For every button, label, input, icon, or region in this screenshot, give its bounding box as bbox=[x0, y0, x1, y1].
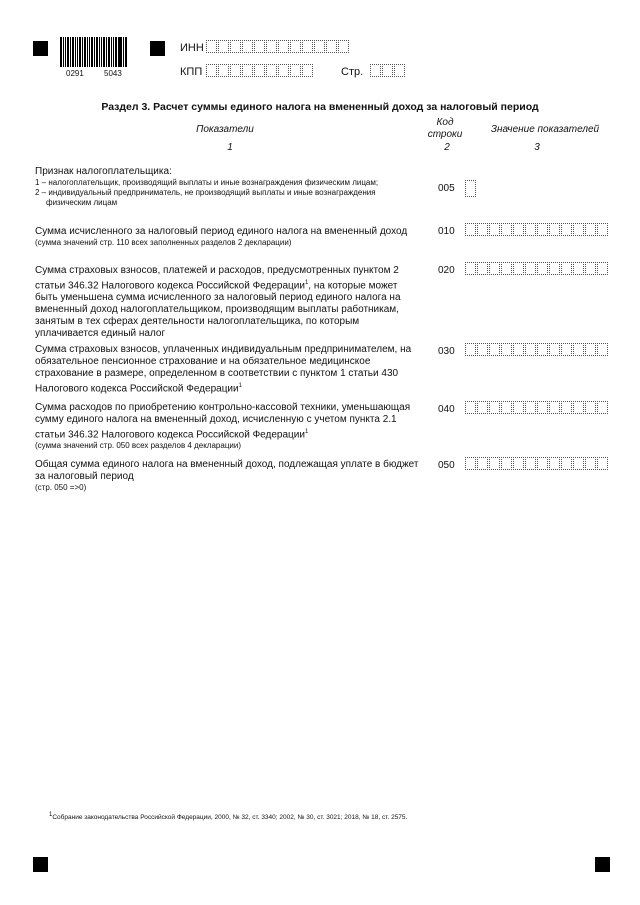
row-040-value-field[interactable] bbox=[465, 401, 609, 414]
column-header-code bbox=[420, 117, 470, 141]
row-020-code: 020 bbox=[438, 265, 455, 276]
row-040-description bbox=[35, 402, 425, 451]
row-030-footnote-ref: 1 bbox=[238, 383, 242, 389]
row-005-description bbox=[35, 166, 425, 208]
row-005-option-2a: 2 – индивидуальный предприниматель, не производящий выплаты и иные вознаграждения bbox=[35, 188, 376, 197]
row-030-line-1: Сумма страховых взносов, уплаченных индивидуальным предпринимателем, на bbox=[35, 344, 412, 355]
row-020-line-1: Сумма страховых взносов, платежей и расходов, предусмотренных пунктом 2 bbox=[35, 265, 399, 276]
row-020-line-6: уплачивается единый налог bbox=[35, 328, 166, 340]
corner-marker-top-mid bbox=[150, 41, 165, 56]
row-020-line-2a: статьи 346.32 Налогового кодекса Российской Федерации bbox=[35, 280, 305, 292]
inn-label: ИНН bbox=[180, 42, 204, 54]
row-010-line-1: Сумма исчисленного за налоговый период единого налога на вмененный доход bbox=[35, 226, 408, 237]
row-020-footnote-ref: 1 bbox=[304, 280, 309, 286]
column-header-indicators: Показатели bbox=[196, 124, 254, 135]
row-040-footnote-ref: 1 bbox=[304, 429, 309, 435]
row-030-line-3: страхование в размере, определенном в соответствии с пунктом 1 статьи 430 bbox=[35, 368, 399, 379]
footnote bbox=[49, 812, 407, 821]
corner-marker-bottom-right bbox=[595, 857, 610, 872]
page-label: Стр. bbox=[341, 66, 364, 78]
row-030-line-4 bbox=[35, 380, 425, 395]
row-020-line-2b: , на которые может bbox=[308, 280, 398, 292]
row-005-option-1: 1 – налогоплательщик, производящий выплаты и иные вознаграждения физическим лицам; bbox=[35, 178, 379, 187]
row-030-line-2: обязательное пенсионное страхование и на обязательное медицинское bbox=[35, 356, 371, 367]
row-050-description bbox=[35, 459, 425, 493]
row-030-value-field[interactable] bbox=[465, 343, 609, 356]
row-020-line-5: занятым в тех сферах деятельности налогоплательщика, по которым bbox=[35, 316, 360, 328]
inn-field[interactable] bbox=[206, 40, 350, 53]
column-number-2: 2 bbox=[444, 142, 450, 153]
row-020-description bbox=[35, 265, 425, 340]
row-020-value-field[interactable] bbox=[465, 262, 609, 275]
row-030-description bbox=[35, 344, 425, 395]
row-005-value-field[interactable] bbox=[465, 180, 477, 197]
footnote-marker: 1 bbox=[49, 812, 53, 818]
row-030-line-4-text: Налогового кодекса Российской Федерации bbox=[35, 383, 239, 395]
column-header-values: Значение показателей bbox=[490, 124, 600, 135]
column-number-3: 3 bbox=[534, 142, 540, 153]
row-010-value-field[interactable] bbox=[465, 223, 609, 236]
kpp-label: КПП bbox=[180, 66, 203, 78]
section-title: Раздел 3. Расчет суммы единого налога на вмененный доход за налоговый период bbox=[101, 101, 539, 113]
row-040-note: (сумма значений стр. 050 всех разделов 4 декларации) bbox=[35, 441, 241, 451]
corner-marker-bottom-left bbox=[33, 857, 48, 872]
footnote-text: Собрание законодательства Российской Федерации, 2000, № 32, ст. 3340; 2002, № 30, ст. 3021; 2018, № 18, ст. 2575. bbox=[52, 814, 408, 822]
row-010-note: (сумма значений стр. 110 всех заполненных разделов 2 декларации) bbox=[35, 238, 292, 247]
kpp-field[interactable] bbox=[206, 64, 314, 77]
row-040-line-2: сумму единого налога на вмененный доход, исчисленную с учетом пункта 2.1 bbox=[35, 414, 397, 425]
column-header-code-line2: строки bbox=[427, 129, 463, 140]
row-040-line-3-text: статьи 346.32 Налогового кодекса Российской Федерации bbox=[35, 429, 305, 441]
row-040-line-1: Сумма расходов по приобретению контрольно-кассовой техники, уменьшающая bbox=[35, 402, 411, 413]
row-040-code: 040 bbox=[438, 404, 455, 415]
row-005-code: 005 bbox=[438, 183, 455, 194]
row-010-code: 010 bbox=[438, 226, 455, 237]
column-header-code-line1: Код bbox=[436, 117, 454, 128]
corner-marker-top-left bbox=[33, 41, 48, 56]
row-005-title: Признак налогоплательщика: bbox=[35, 166, 172, 177]
page-field[interactable] bbox=[370, 64, 406, 77]
row-040-line-3 bbox=[35, 426, 425, 441]
row-010-description bbox=[35, 226, 425, 248]
row-050-line-2: за налоговый период bbox=[35, 471, 134, 482]
barcode-number-1: 0291 bbox=[66, 69, 84, 78]
column-number-1: 1 bbox=[227, 142, 233, 153]
barcode-number-2: 5043 bbox=[104, 69, 122, 78]
row-050-note: (стр. 050 =>0) bbox=[35, 483, 87, 492]
row-005-option-2b: физическим лицам bbox=[46, 198, 118, 207]
row-020-line-3: быть уменьшена сумма исчисленного за налоговый период единого налога на bbox=[35, 292, 401, 304]
row-030-code: 030 bbox=[438, 346, 455, 357]
barcode bbox=[60, 37, 128, 67]
row-050-value-field[interactable] bbox=[465, 457, 609, 470]
row-050-line-1: Общая сумма единого налога на вмененный доход, подлежащая уплате в бюджет bbox=[35, 459, 419, 470]
row-020-line-2 bbox=[35, 277, 425, 292]
row-050-code: 050 bbox=[438, 460, 455, 471]
row-020-line-4: вмененный доход налогоплательщиком, производящим выплаты работникам, bbox=[35, 304, 399, 316]
